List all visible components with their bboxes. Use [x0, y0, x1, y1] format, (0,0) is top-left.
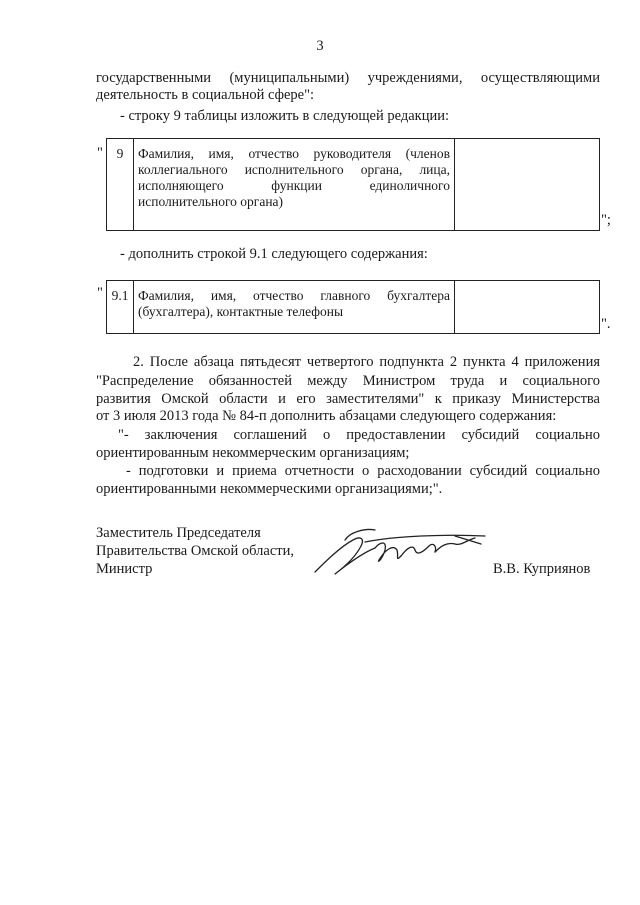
signer-position: Министр: [96, 561, 153, 577]
instruction-line: - дополнить строкой 9.1 следующего содержания:: [120, 246, 428, 262]
row-number-cell: 9.1: [107, 281, 134, 334]
signer-position: Правительства Омской области,: [96, 543, 294, 559]
table-row-9-1: [106, 280, 600, 334]
signer-name: В.В. Куприянов: [493, 561, 591, 577]
paragraph-line: развития Омской области и его заместителями" к приказу Министерства: [96, 391, 600, 407]
cell-line: коллегиального исполнительного органа, лица,: [138, 162, 450, 177]
paragraph-line: государственными (муниципальными) учреждениями, осуществляющими: [96, 70, 600, 86]
row-number-cell: 9: [107, 139, 134, 231]
page-number: 3: [316, 38, 324, 54]
open-quote: ": [97, 145, 103, 161]
paragraph-line: от 3 июля 2013 года № 84-п дополнить абзацами следующего содержания:: [96, 408, 557, 424]
paragraph-line: "Распределение обязанностей между Министром труда и социального: [96, 373, 600, 389]
row-value-cell: [455, 281, 600, 334]
close-quote: ".: [601, 316, 611, 332]
paragraph-line: 2. После абзаца пятьдесят четвертого подпункта 2 пункта 4 приложения: [133, 354, 600, 370]
cell-line: исполняющего функции единоличного: [138, 178, 450, 193]
paragraph-line: - подготовки и приема отчетности о расходовании субсидий социально: [126, 463, 600, 479]
row-label-cell: [134, 281, 455, 334]
signer-position: Заместитель Председателя: [96, 525, 261, 541]
cell-line: Фамилия, имя, отчество главного бухгалтера: [138, 288, 450, 303]
cell-line: (бухгалтера), контактные телефоны: [138, 304, 344, 319]
handwritten-signature: [305, 522, 495, 582]
paragraph-line: "- заключения соглашений о предоставлении субсидий социально: [118, 427, 600, 443]
close-quote: ";: [601, 212, 611, 228]
open-quote: ": [97, 285, 103, 301]
cell-line: исполнительного органа): [138, 194, 284, 209]
table-row-9: [106, 138, 600, 231]
paragraph-line: деятельность в социальной сфере":: [96, 87, 315, 103]
cell-line: Фамилия, имя, отчество руководителя (членов: [138, 146, 450, 161]
row-value-cell: [455, 139, 600, 231]
paragraph-line: ориентированными некоммерческими организациями;".: [96, 481, 443, 497]
instruction-line: - строку 9 таблицы изложить в следующей редакции:: [120, 108, 450, 124]
paragraph-line: ориентированным некоммерческим организациям;: [96, 445, 410, 461]
row-label-cell: [134, 139, 455, 231]
